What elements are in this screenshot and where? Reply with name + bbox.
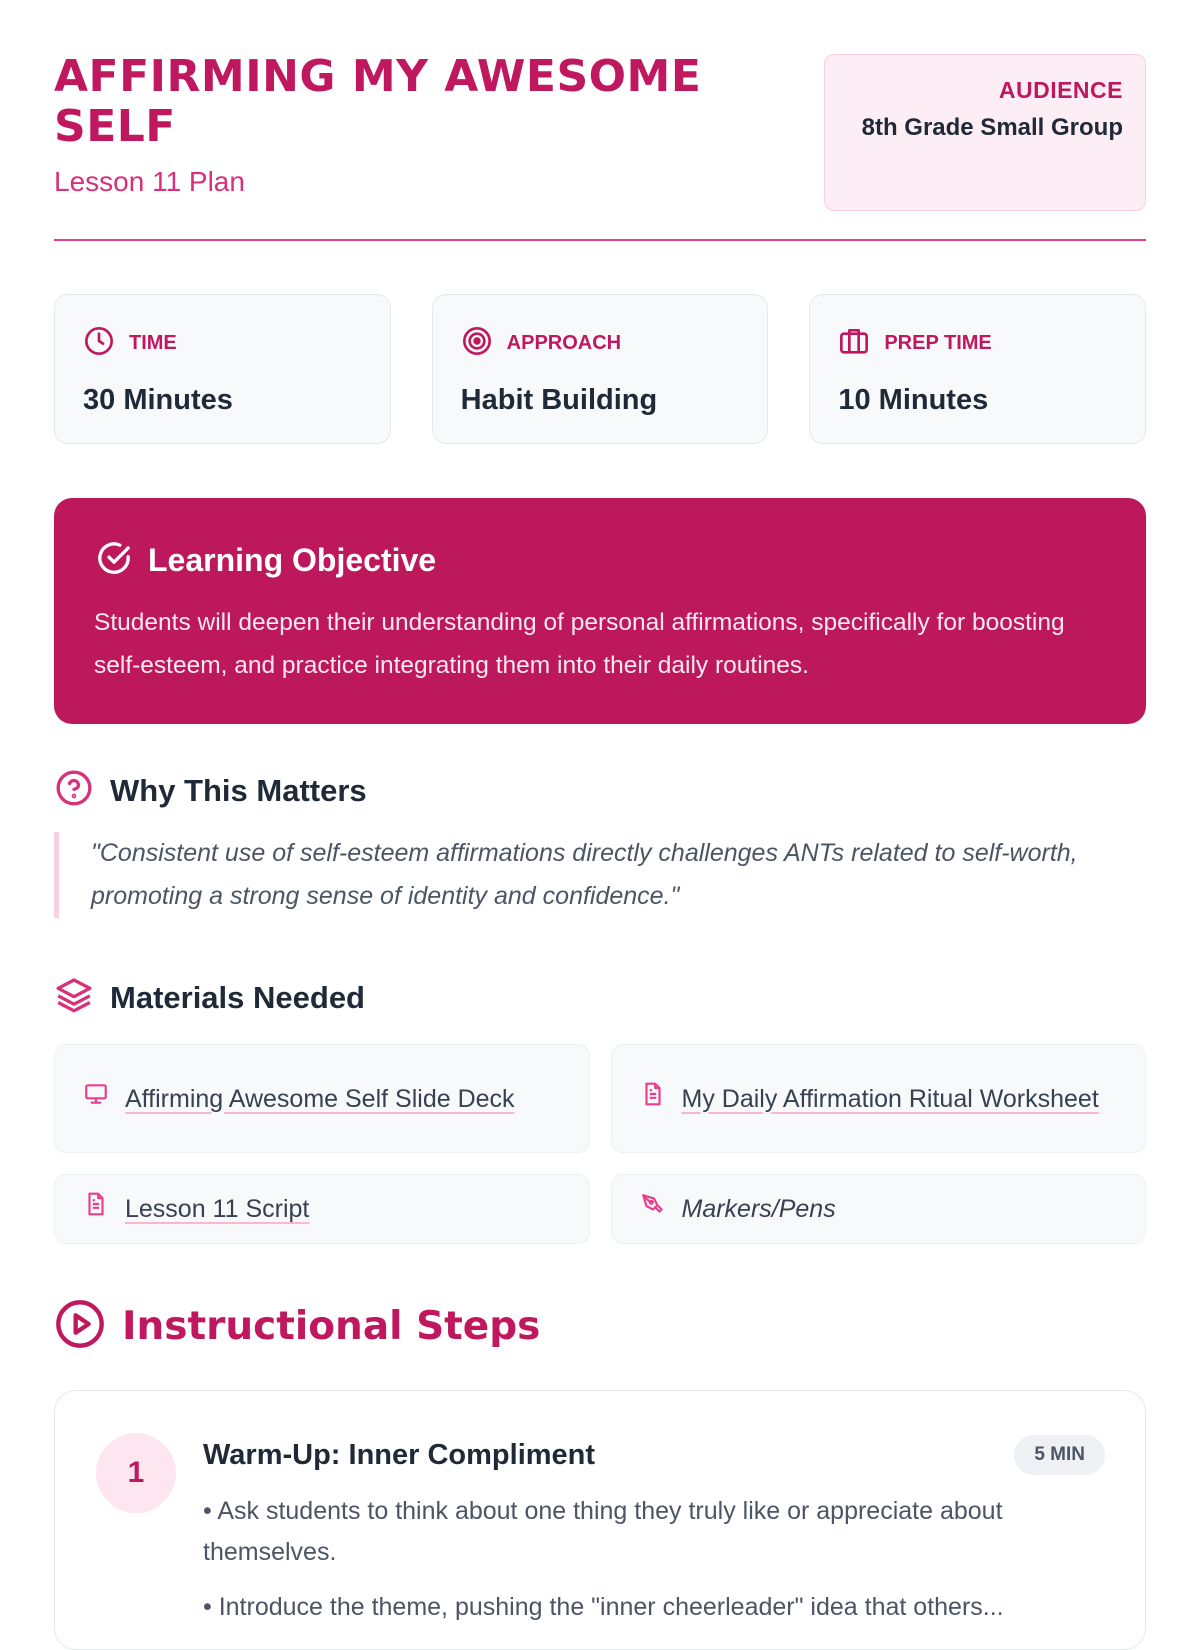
material-item — [611, 1174, 1147, 1244]
objective-body: Students will deepen their understanding of personal affirmations, specifically for boosting self-esteem, and practice integrating them into their daily routines. — [94, 609, 1065, 679]
stat-label: TIME — [129, 332, 177, 354]
audience-label: AUDIENCE — [998, 77, 1123, 103]
target-icon — [461, 325, 493, 362]
step-title: Warm-Up: Inner Compliment — [203, 1439, 596, 1471]
pen-icon — [640, 1189, 666, 1229]
objective-heading: Learning Objective — [148, 542, 437, 578]
material-label[interactable]: My Daily Affirmation Ritual Worksheet — [681, 1084, 1099, 1113]
stats-row — [54, 294, 1146, 444]
play-circle-icon — [54, 1298, 106, 1355]
header — [54, 0, 1146, 241]
material-item[interactable] — [54, 1044, 590, 1153]
why-matters-quote: "Consistent use of self-esteem affirmations directly challenges ANTs related to self-worth, promoting a strong sense of identity and confidence." — [54, 832, 1146, 918]
stat-card-time — [54, 294, 391, 444]
step-card — [54, 1390, 1146, 1650]
stat-value: 10 Minutes — [838, 384, 989, 416]
monitor-icon — [83, 1079, 109, 1119]
stat-label: APPROACH — [506, 332, 622, 354]
instructional-steps-title: Instructional Steps — [122, 1304, 541, 1349]
why-matters-title: Why This Matters — [110, 772, 367, 808]
document-icon — [640, 1079, 666, 1119]
duration-badge: 5 MIN — [1014, 1435, 1105, 1475]
materials-list — [54, 1044, 1146, 1244]
page-subtitle: Lesson 11 Plan — [54, 166, 245, 197]
check-circle-icon — [94, 538, 134, 583]
materials-heading — [54, 975, 365, 1020]
audience-card — [824, 54, 1146, 211]
question-circle-icon — [54, 768, 94, 813]
stat-card-prep-time — [809, 294, 1146, 444]
step-body — [203, 1491, 1055, 1628]
stat-value: Habit Building — [460, 384, 658, 416]
stat-card-approach — [432, 294, 769, 444]
audience-value: 8th Grade Small Group — [861, 114, 1123, 141]
page-title: AFFIRMING MY AWESOME SELF — [54, 51, 702, 152]
why-matters-heading — [54, 768, 367, 813]
material-label[interactable]: Lesson 11 Script — [125, 1195, 310, 1223]
learning-objective-card — [54, 498, 1146, 724]
document-icon — [83, 1189, 109, 1229]
material-label: Markers/Pens — [681, 1195, 836, 1223]
material-label[interactable]: Affirming Awesome Self Slide Deck — [125, 1084, 515, 1113]
stat-label: PREP TIME — [884, 332, 992, 354]
material-item[interactable] — [54, 1174, 590, 1244]
layers-icon — [54, 975, 94, 1020]
material-item[interactable] — [611, 1044, 1147, 1153]
materials-title: Materials Needed — [110, 979, 365, 1015]
briefcase-icon — [838, 325, 870, 362]
stat-value: 30 Minutes — [83, 384, 233, 416]
step-bullet: • Introduce the theme, pushing the "inner cheerleader" idea that others... — [203, 1593, 1004, 1621]
step-bullet: • Ask students to think about one thing they truly like or appreciate about themselves. — [203, 1497, 1003, 1566]
instructional-steps-heading — [54, 1298, 540, 1355]
clock-icon — [83, 325, 115, 362]
step-number: 1 — [96, 1433, 176, 1513]
